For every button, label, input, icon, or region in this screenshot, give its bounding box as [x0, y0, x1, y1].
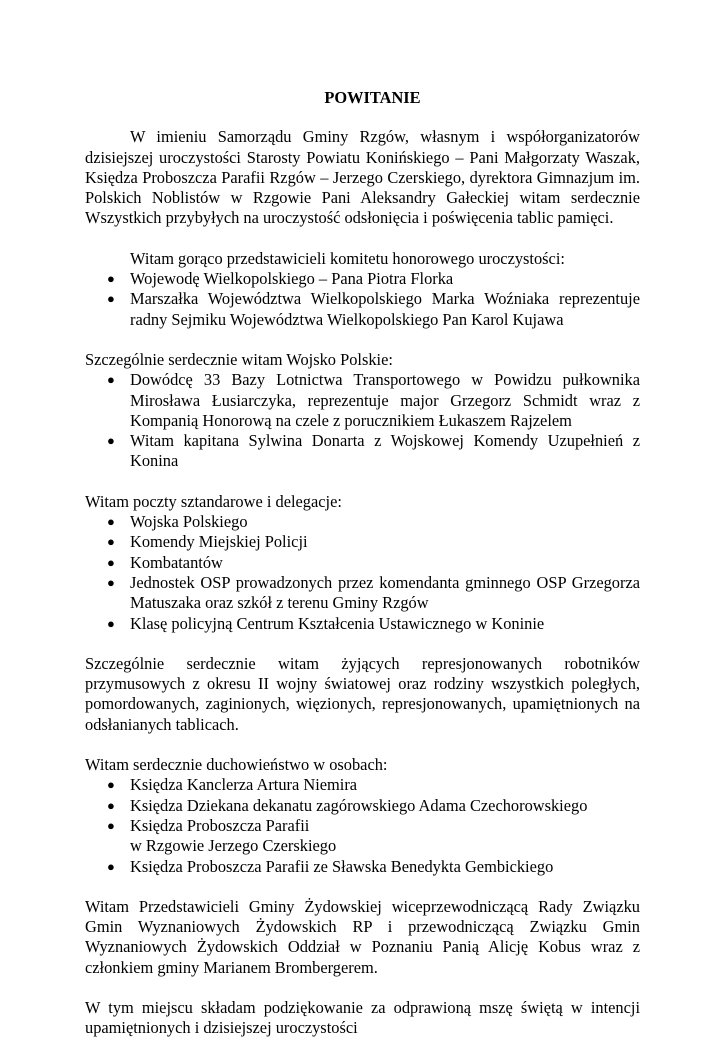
- list-item: [85, 816, 640, 857]
- list-item-text: Jednostek OSP prowadzonych przez komendanta gminnego OSP Grzegorza Matuszaka oraz szkół z terenu Gminy Rzgów: [130, 572, 640, 613]
- honorary-heading: Witam gorąco przedstawicieli komitetu honorowego uroczystości:: [130, 248, 565, 268]
- list-item: [85, 553, 640, 573]
- list-item-text: Kombatantów: [130, 552, 223, 572]
- intro-paragraph: W imieniu Samorządu Gminy Rzgów, własnym i współorganizatorów dzisiejszej uroczystości Starosty Powiatu Konińskiego – Pani Małgorzaty Waszak, Księdza Proboszcza Parafii Rzgów – Jerzego Czerskiego, dyrektora Gimnazjum im. Polskich Noblistów w Rzgowie Pani Aleksandry Gałeckiej witam serdecznie Wszystkich przybyłych na uroczystość odsłonięcia i poświęcenia tablic pamięci.: [85, 127, 640, 228]
- bullet-icon: ●: [107, 817, 115, 833]
- list-item: [85, 532, 640, 552]
- list-item-text: Księdza Proboszcza Parafii: [130, 815, 310, 835]
- list-item-text: Witam kapitana Sylwina Donarta z Wojskowej Komendy Uzupełnień z Konina: [130, 431, 640, 471]
- list-item: [85, 796, 640, 816]
- list-item: [85, 857, 640, 877]
- list-item: [85, 370, 640, 431]
- list-item-text: Księdza Kanclerza Artura Niemira: [130, 775, 358, 795]
- list-item-text: Marszałka Województwa Wielkopolskiego Marka Woźniaka reprezentuje radny Sejmiku Województwa Wielkopolskiego Pan Karol Kujawa: [130, 289, 640, 329]
- list-item-text: Komendy Miejskiej Policji: [130, 532, 308, 552]
- jewish-community-paragraph: Witam Przedstawicieli Gminy Żydowskiej wiceprzewodniczącą Rady Związku Gmin Wyznaniowych Żydowskich RP i przewodniczącą Związku Gmin Wyznaniowych Żydowskich Oddział w Poznaniu Panią Alicję Kobus wraz z członkiem gminy Marianem Brombergerem.: [85, 896, 640, 977]
- list-item: [85, 573, 640, 614]
- army-list: [85, 370, 640, 471]
- list-item-text-continuation: w Rzgowie Jerzego Czerskiego: [130, 836, 337, 856]
- victims-paragraph: Szczególnie serdecznie witam żyjących represjonowanych robotników przymusowych z okresu II wojny światowej oraz rodziny wszystkich poległych, pomordowanych, zaginionych, więzionych, represjonowanych, upamiętnionych na odsłanianych tablicach.: [85, 653, 640, 734]
- bullet-icon: ●: [107, 291, 115, 307]
- list-item: [85, 512, 640, 532]
- bullet-icon: ●: [107, 797, 115, 813]
- bullet-icon: ●: [107, 858, 115, 874]
- clergy-heading: Witam serdecznie duchowieństwo w osobach:: [85, 755, 388, 775]
- bullet-icon: ●: [107, 574, 115, 590]
- delegations-heading: Witam poczty sztandarowe i delegacje:: [85, 491, 342, 511]
- list-item: [85, 614, 640, 634]
- page-title: POWITANIE: [324, 88, 421, 107]
- bullet-icon: ●: [107, 514, 115, 530]
- list-item-text: Księdza Dziekana dekanatu zagórowskiego Adama Czechorowskiego: [130, 795, 588, 815]
- list-item: [85, 431, 640, 472]
- list-item: [85, 775, 640, 795]
- document-page: [85, 88, 640, 1039]
- clergy-list: [85, 775, 640, 876]
- list-item-text: Klasę policyjną Centrum Kształcenia Ustawicznego w Koninie: [130, 613, 545, 633]
- list-item: [85, 269, 640, 289]
- army-heading: Szczególnie serdecznie witam Wojsko Polskie:: [85, 349, 393, 369]
- bullet-icon: ●: [107, 271, 115, 287]
- closing-paragraph: W tym miejscu składam podziękowanie za odprawioną mszę świętą w intencji upamiętnionych i dzisiejszej uroczystości: [85, 997, 640, 1038]
- bullet-icon: ●: [107, 554, 115, 570]
- delegations-list: [85, 512, 640, 634]
- bullet-icon: ●: [107, 615, 115, 631]
- bullet-icon: ●: [107, 534, 115, 550]
- honorary-list: [85, 269, 640, 330]
- bullet-icon: ●: [107, 777, 115, 793]
- bullet-icon: ●: [107, 433, 115, 449]
- list-item-text: Dowódcę 33 Bazy Lotnictwa Transportowego w Powidzu pułkownika Mirosława Łusiarczyka, reprezentuje major Grzegorz Schmidt wraz z Kompanią Honorową na czele z porucznikiem Łukaszem Rajzelem: [130, 370, 640, 430]
- list-item-text: Wojewodę Wielkopolskiego – Pana Piotra Florka: [130, 269, 454, 289]
- list-item: [85, 289, 640, 330]
- list-item-text: Księdza Proboszcza Parafii ze Sławska Benedykta Gembickiego: [130, 856, 554, 876]
- list-item-text: Wojska Polskiego: [130, 512, 248, 532]
- bullet-icon: ●: [107, 372, 115, 388]
